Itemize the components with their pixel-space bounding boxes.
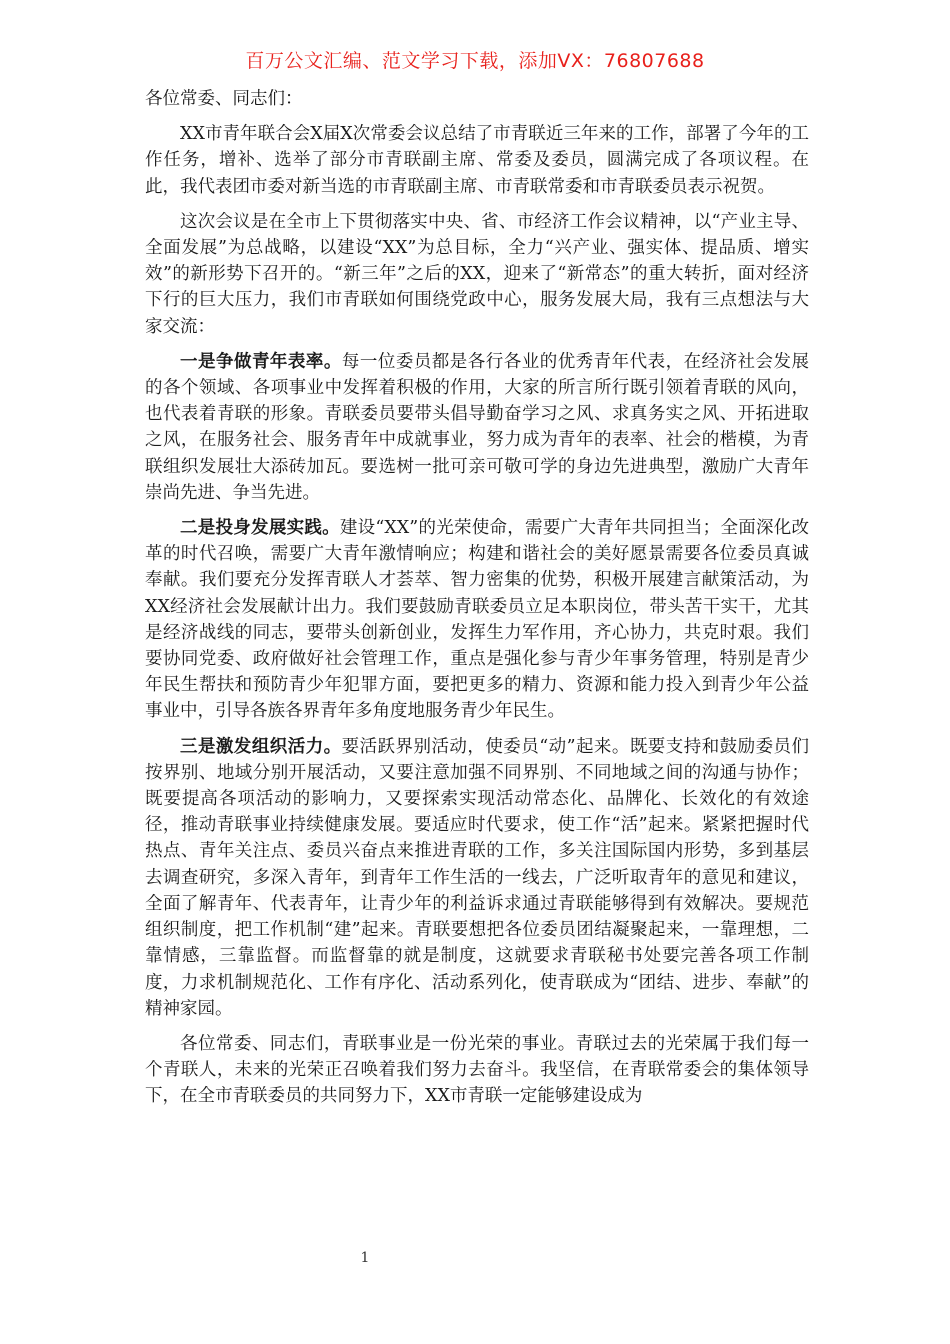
paragraph-4 [145,515,809,725]
download-banner: 百万公文汇编、范文学习下载，添加VX：76807688 [245,50,705,72]
paragraph-text: 要活跃界别活动，使委员“动”起来。既要支持和鼓励委员们按界别、地域分别开展活动，又要注意加强不同界别、不同地域之间的沟通与协作；既要提高各项活动的影响力，又要探索实现活动常态化、品牌化、长效化的有效途径，推动青联事业持续健康发展。要适应时代要求，使工作“活”起来。紧紧把握时代热点、青年关注点、委员兴奋点来推进青联的工作，多关注国际国内形势，多到基层去调查研究，多深入青年，到青年工作生活的一线去，广泛听取青年的意见和建议，全面了解青年、代表青年，让青少年的利益诉求通过青联能够得到有效解决。要规范组织制度，把工作机制“建”起来。青联要想把各位委员团结凝聚起来，一靠理想，二靠情感，三靠监督。而监督靠的就是制度，这就要求青联秘书处要完善各项工作制度，力求机制规范化、工作有序化、活动系列化，使青联成为“团结、进步、奉献”的精神家园。 [145,736,809,1019]
paragraph-text: 每一位委员都是各行各业的优秀青年代表，在经济社会发展的各个领域、各项事业中发挥着积极的作用，大家的所言所行既引领着青联的风向，也代表着青联的形象。青联委员要带头倡导勤奋学习之风、求真务实之风、开拓进取之风，在服务社会、服务青年中成就事业，努力成为青年的表率、社会的楷模，为青联组织发展壮大添砖加瓦。要选树一批可亲可敬可学的身边先进典型，激励广大青年崇尚先进、争当先进。 [145,351,810,503]
paragraph-3 [145,349,809,506]
paragraph-heading: 三是激发组织活力。 [180,736,342,757]
paragraph-text: 建设“XX”的光荣使命，需要广大青年共同担当；全面深化改革的时代召唤，需要广大青年激情响应；构建和谐社会的美好愿景需要各位委员真诚奉献。我们要充分发挥青联人才荟萃、智力密集的优势，积极开展建言献策活动，为XX经济社会发展献计出力。我们要鼓励青联委员立足本职岗位，带头苦干实干，尤其是经济战线的同志，要带头创新创业，发挥生力军作用，齐心协力，共克时艰。我们要协同党委、政府做好社会管理工作，重点是强化参与青少年事务管理，特别是青少年民生帮扶和预防青少年犯罪方面，要把更多的精力、资源和能力投入到青少年公益事业中，引导各族各界青年多角度地服务青少年民生。 [145,518,810,722]
paragraph-5 [145,734,809,1022]
paragraph-text: XX市青年联合会X届X次常委会议总结了市青联近三年来的工作，部署了今年的工作任务，增补、选举了部分市青联副主席、常委及委员，圆满完成了各项议程。在此，我代表团市委对新当选的市青联副主席、市青联常委和市青联委员表示祝贺。 [145,124,809,197]
salutation: 各位常委、同志们： [145,89,303,109]
paragraph-text: 这次会议是在全市上下贯彻落实中央、省、市经济工作会议精神，以“产业主导、全面发展”为总战略，以建设“XX”为总目标，全力“兴产业、强实体、提品质、增实效”的新形势下召开的。“新三年”之后的XX，迎来了“新常态”的重大转折，面对经济下行的巨大压力，我们市青联如何围绕党政中心，服务发展大局，我有三点想法与大家交流： [145,211,809,337]
paragraph-2 [145,209,809,340]
paragraph-1 [145,121,809,200]
paragraph-heading: 二是投身发展实践。 [180,518,340,539]
paragraph-6 [145,1031,809,1110]
page-number: 1 [360,1250,370,1266]
paragraph-text: 各位常委、同志们，青联事业是一份光荣的事业。青联过去的光荣属于我们每一个青联人，未来的光荣正召唤着我们努力去奋斗。我坚信，在青联常委会的集体领导下，在全市青联委员的共同努力下，XX市青联一定能够建设成为 [145,1033,809,1107]
paragraph-heading: 一是争做青年表率。 [180,351,342,372]
document-body [145,86,809,1119]
